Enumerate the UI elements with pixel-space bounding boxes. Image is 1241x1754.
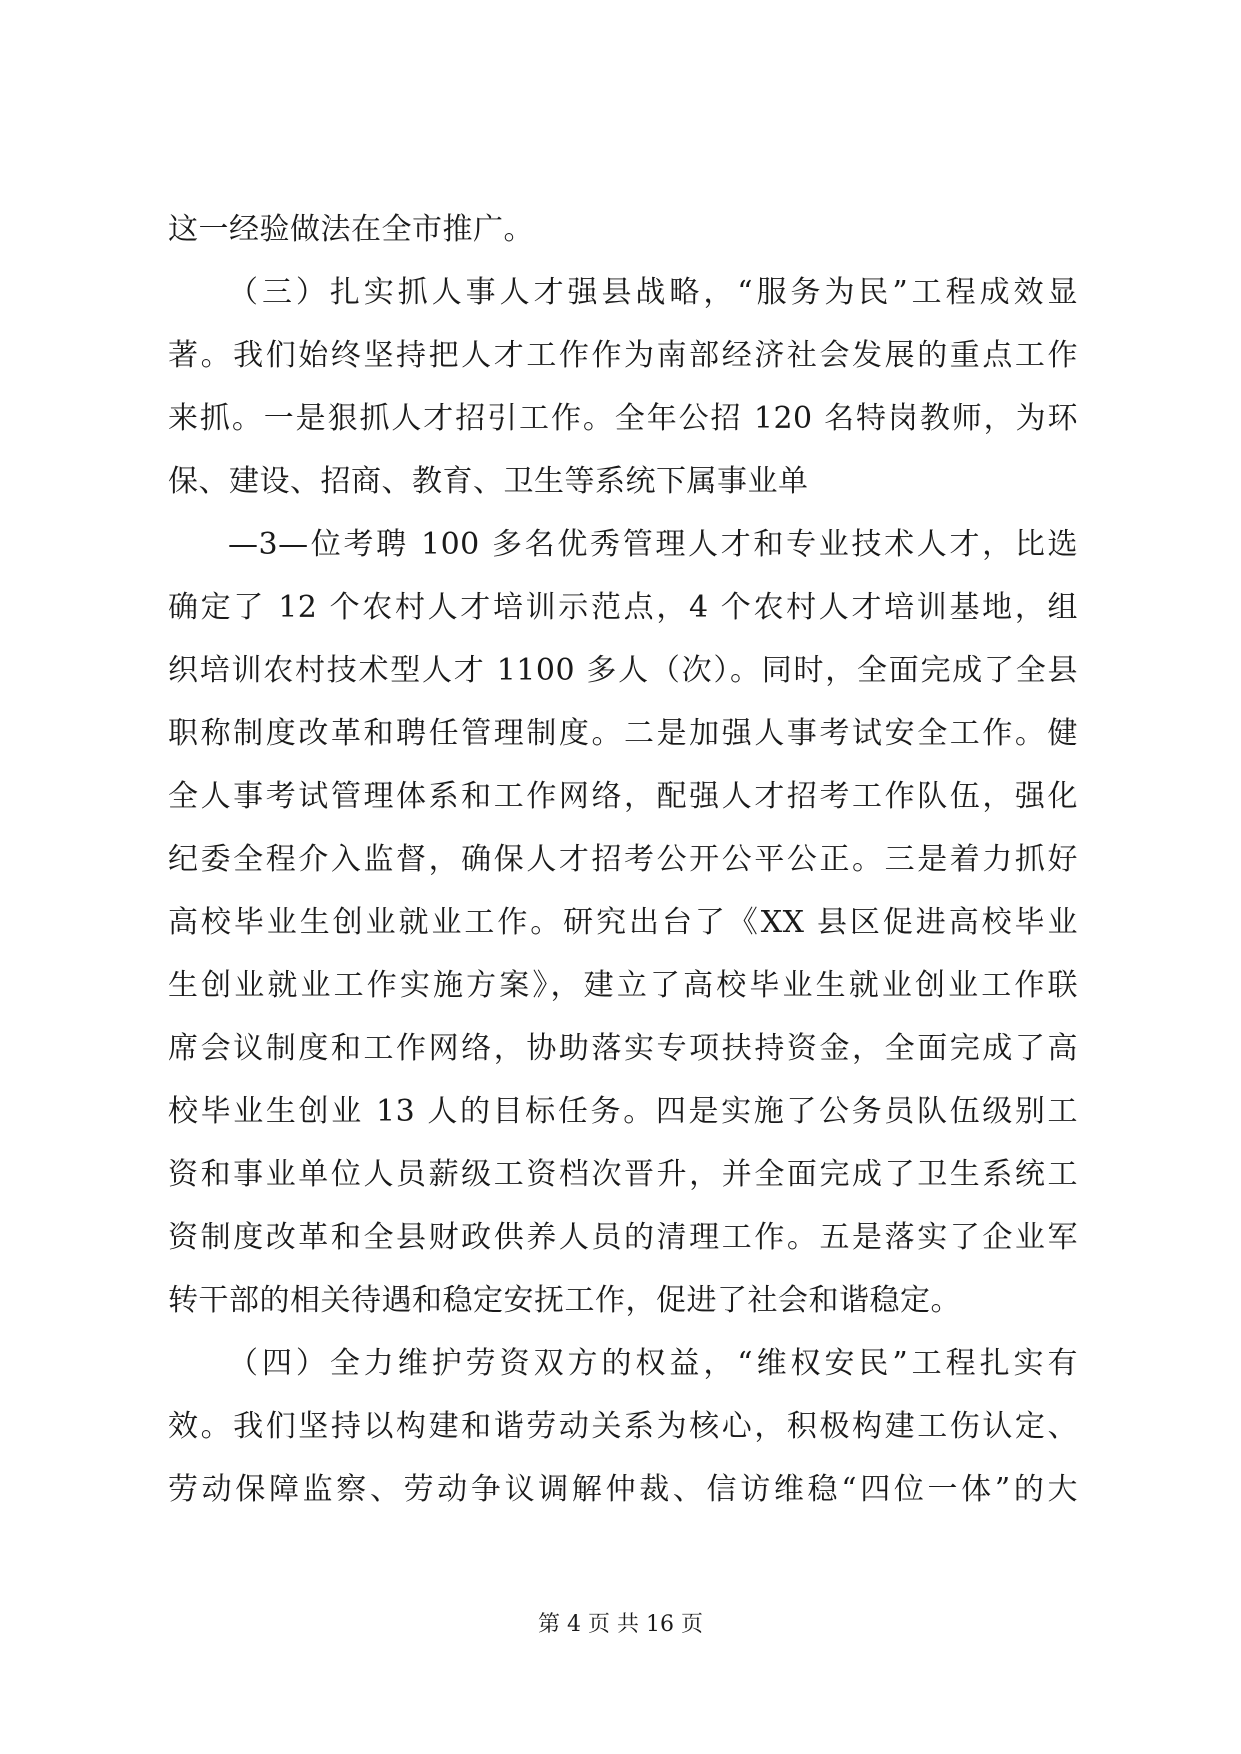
text-line-9: 职称制度改革和聘任管理制度。二是加强人事考试安全工作。健 bbox=[168, 716, 1078, 751]
text-line-19: （四）全力维护劳资双方的权益，“维权安民”工程扎实有 bbox=[228, 1346, 1078, 1381]
text-line-5: 保、建设、招商、教育、卫生等系统下属事业单 bbox=[168, 464, 809, 499]
text-line-16: 资和事业单位人员薪级工资档次晋升，并全面完成了卫生系统工 bbox=[168, 1157, 1078, 1192]
text-line-13: 生创业就业工作实施方案》，建立了高校毕业生就业创业工作联 bbox=[168, 968, 1078, 1003]
text-line-18: 转干部的相关待遇和稳定安抚工作，促进了社会和谐稳定。 bbox=[168, 1283, 961, 1318]
text-line-12: 高校毕业生创业就业工作。研究出台了《XX 县区促进高校毕业 bbox=[168, 905, 1078, 940]
text-line-14: 席会议制度和工作网络，协助落实专项扶持资金，全面完成了高 bbox=[168, 1031, 1078, 1066]
text-line-17: 资制度改革和全县财政供养人员的清理工作。五是落实了企业军 bbox=[168, 1220, 1078, 1255]
page-footer: 第 4 页 共 16 页 bbox=[538, 1612, 703, 1637]
text-line-3: 著。我们始终坚持把人才工作作为南部经济社会发展的重点工作 bbox=[168, 338, 1078, 373]
text-line-21: 劳动保障监察、劳动争议调解仲裁、信访维稳“四位一体”的大 bbox=[168, 1472, 1078, 1507]
text-line-10: 全人事考试管理体系和工作网络，配强人才招考工作队伍，强化 bbox=[168, 779, 1078, 814]
text-line-15: 校毕业生创业 13 人的目标任务。四是实施了公务员队伍级别工 bbox=[168, 1094, 1078, 1129]
text-line-8: 织培训农村技术型人才 1100 多人（次）。同时，全面完成了全县 bbox=[168, 653, 1078, 688]
text-line-20: 效。我们坚持以构建和谐劳动关系为核心，积极构建工伤认定、 bbox=[168, 1409, 1078, 1444]
text-line-4: 来抓。一是狠抓人才招引工作。全年公招 120 名特岗教师，为环 bbox=[168, 401, 1078, 436]
text-line-6: —3—位考聘 100 多名优秀管理人才和专业技术人才，比选 bbox=[228, 527, 1078, 562]
text-line-7: 确定了 12 个农村人才培训示范点，4 个农村人才培训基地，组 bbox=[168, 590, 1078, 625]
text-line-2: （三）扎实抓人事人才强县战略，“服务为民”工程成效显 bbox=[228, 275, 1078, 310]
text-line-11: 纪委全程介入监督，确保人才招考公开公平公正。三是着力抓好 bbox=[168, 842, 1078, 877]
text-line-1: 这一经验做法在全市推广。 bbox=[168, 212, 534, 247]
